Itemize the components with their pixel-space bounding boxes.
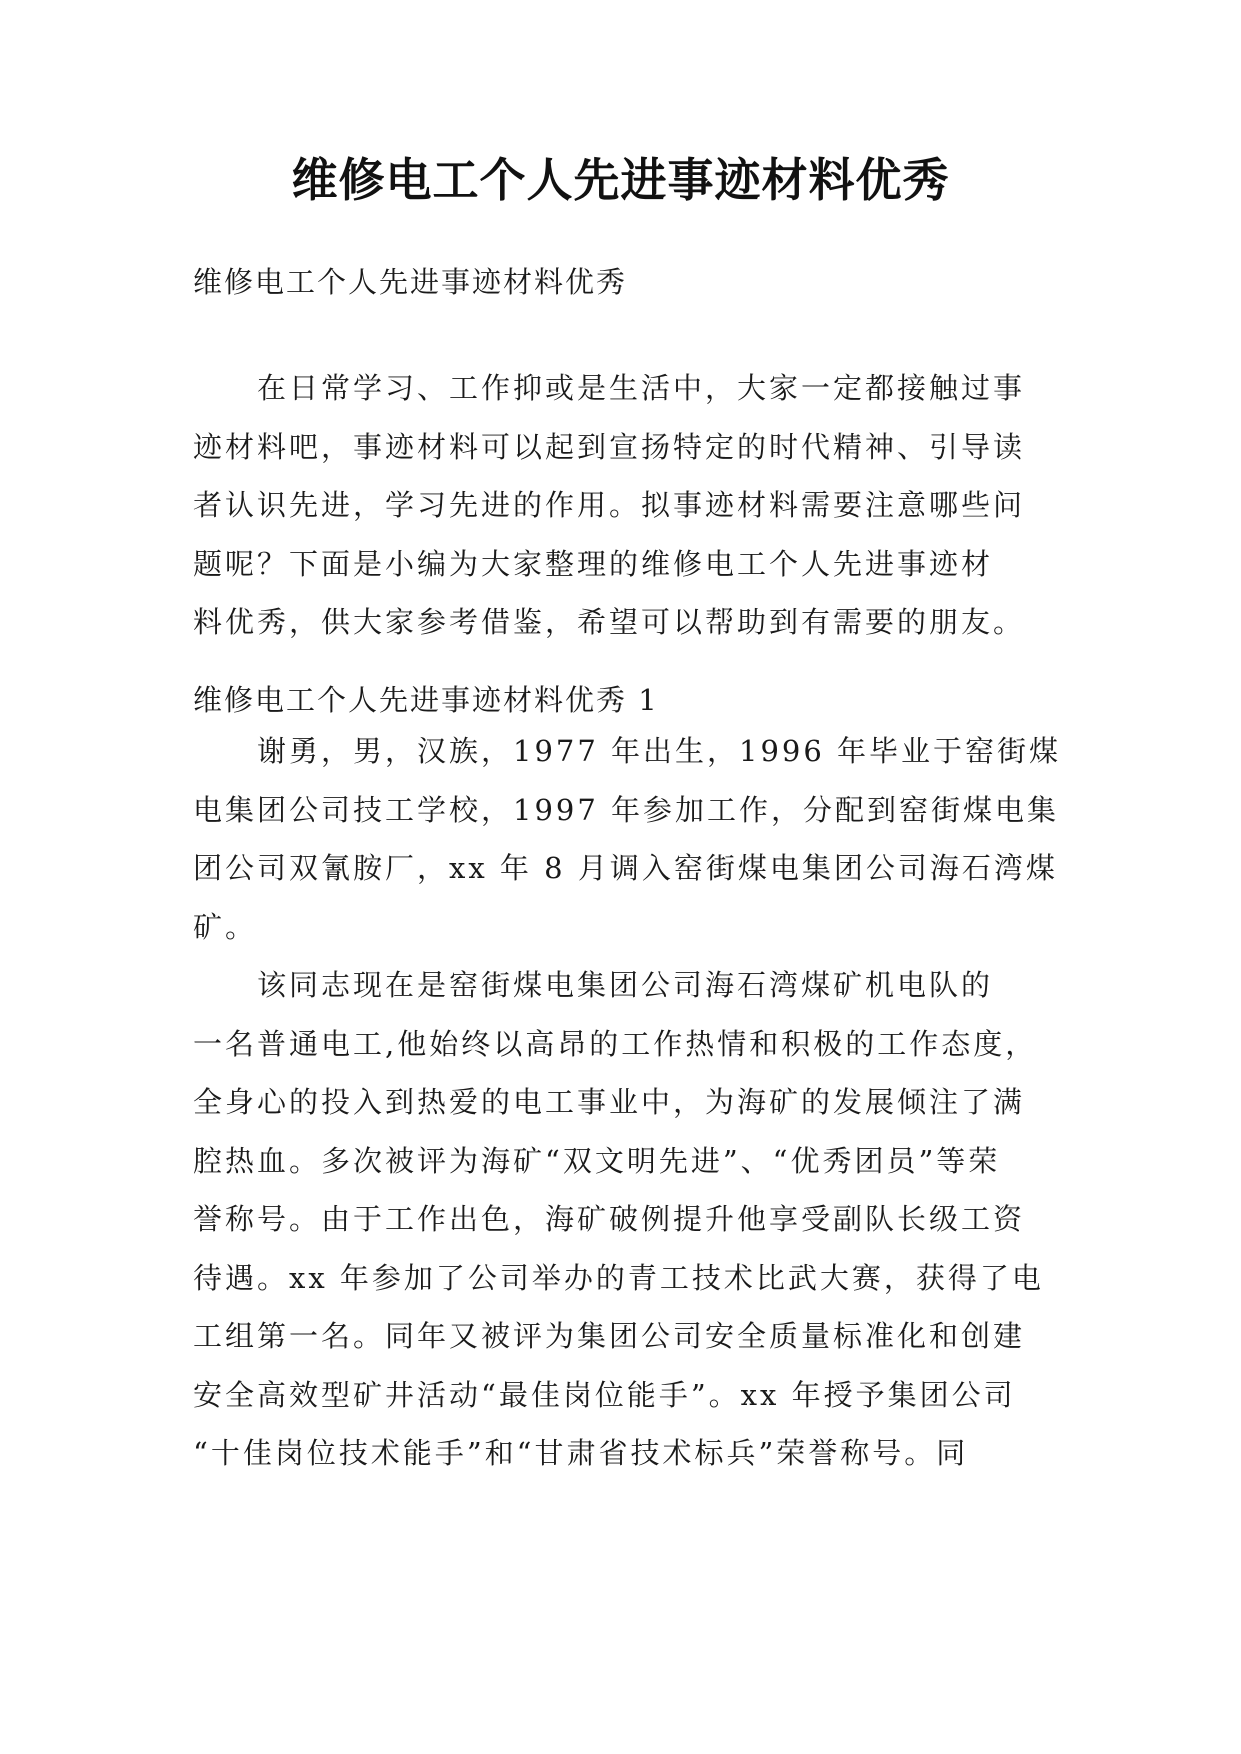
paragraph-line: 全身心的投入到热爱的电工事业中，为海矿的发展倾注了满 (193, 1085, 1026, 1119)
paragraph-line: 谢勇，男，汉族，1977 年出生，1996 年毕业于窑街煤 (193, 734, 1062, 768)
body-paragraph-2 (193, 956, 1053, 1483)
paragraph-line: 题呢？下面是小编为大家整理的维修电工个人先进事迹材 (193, 546, 994, 581)
paragraph-line: 腔热血。多次被评为海矿“双文明先进”、“优秀团员”等荣 (193, 1143, 1001, 1178)
paragraph-line: 电集团公司技工学校，1997 年参加工作，分配到窑街煤电集 (193, 792, 1060, 827)
paragraph-line: 料优秀，供大家参考借鉴，希望可以帮助到有需要的朋友。 (193, 605, 1026, 639)
body-paragraph-1 (193, 722, 1062, 956)
document-title: 维修电工个人先进事迹材料优秀 (291, 153, 950, 207)
paragraph-line: 一名普通电工,他始终以高昂的工作热情和积极的工作态度， (193, 1026, 1038, 1061)
paragraph-line: 团公司双氰胺厂，xx 年 8 月调入窑街煤电集团公司海石湾煤 (193, 851, 1058, 885)
section-heading: 维修电工个人先进事迹材料优秀 1 (193, 683, 659, 717)
paragraph-line: 者认识先进，学习先进的作用。拟事迹材料需要注意哪些问 (193, 488, 1026, 522)
paragraph-line: “十佳岗位技术能手”和“甘肃省技术标兵”荣誉称号。同 (193, 1436, 969, 1470)
paragraph-line: 迹材料吧，事迹材料可以起到宣扬特定的时代精神、引导读 (193, 429, 1026, 464)
paragraph-line: 工组第一名。同年又被评为集团公司安全质量标准化和创建 (193, 1319, 1026, 1353)
paragraph-line: 该同志现在是窑街煤电集团公司海石湾煤矿机电队的 (193, 968, 994, 1002)
paragraph-line: 待遇。xx 年参加了公司举办的青工技术比武大赛，获得了电 (193, 1260, 1044, 1295)
paragraph-line: 矿。 (193, 909, 258, 944)
paragraph-line: 誉称号。由于工作出色，海矿破例提升他享受副队长级工资 (193, 1202, 1026, 1236)
paragraph-line: 在日常学习、工作抑或是生活中，大家一定都接触过事 (193, 371, 1026, 405)
document-subtitle: 维修电工个人先进事迹材料优秀 (193, 265, 628, 299)
intro-paragraph (193, 359, 1053, 652)
paragraph-line: 安全高效型矿井活动“最佳岗位能手”。xx 年授予集团公司 (193, 1377, 1016, 1412)
